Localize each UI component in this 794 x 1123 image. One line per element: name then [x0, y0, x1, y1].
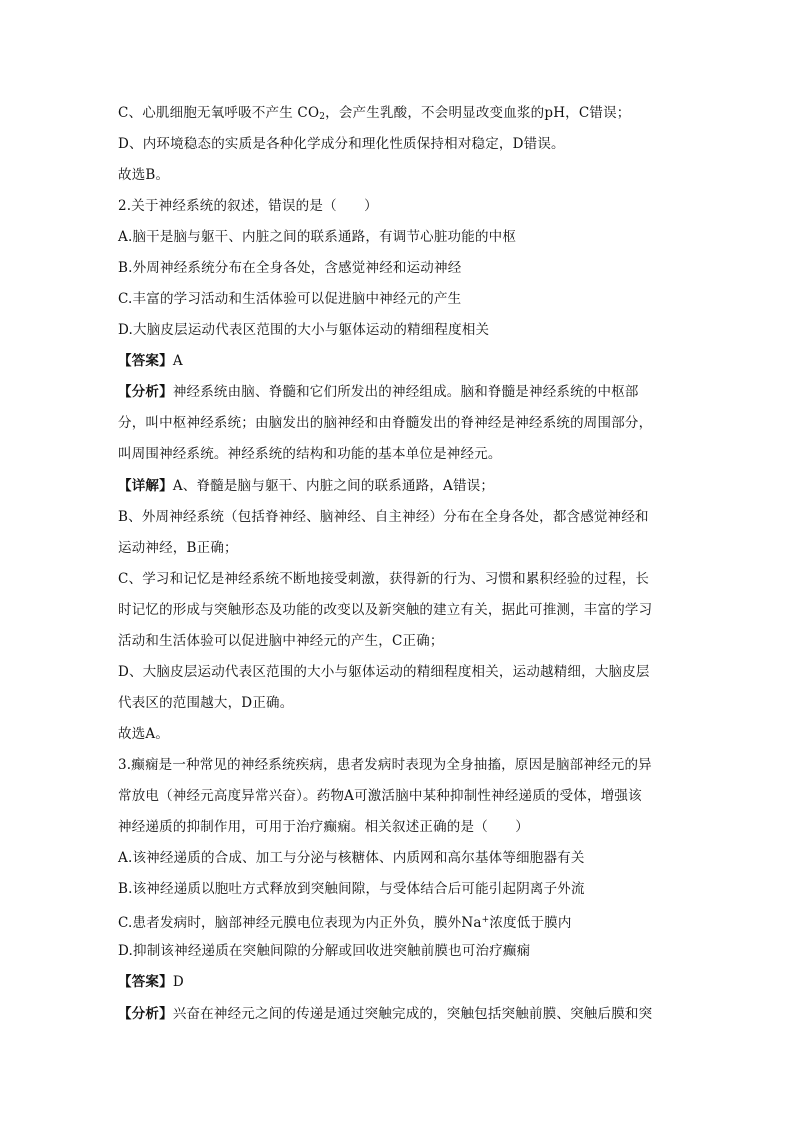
text-line: 常放电（神经元高度异常兴奋）。药物A可激活脑中某种抑制性神经递质的受体，增强该 — [118, 788, 642, 804]
text-line: D、内环境稳态的实质是各种化学成分和理化性质保持相对稳定，D错误。 — [118, 136, 565, 152]
text-line: D、大脑皮层运动代表区范围的大小与躯体运动的精细程度相关，运动越精细，大脑皮层 — [118, 664, 650, 680]
question-stem: 2.关于神经系统的叙述，错误的是（ ） — [118, 198, 378, 214]
option-c: C.丰富的学习活动和生活体验可以促进脑中神经元的产生 — [118, 291, 462, 307]
text-line: 故选B。 — [118, 167, 170, 183]
analysis-line: 【分析】兴奋在神经元之间的传递是通过突触完成的，突触包括突触前膜、突触后膜和突 — [118, 1006, 653, 1022]
option-b: B.外周神经系统分布在全身各处，含感觉神经和运动神经 — [118, 260, 462, 276]
text-line: 代表区的范围越大，D正确。 — [118, 695, 294, 711]
option-d: D.大脑皮层运动代表区范围的大小与躯体运动的精细程度相关 — [118, 322, 490, 338]
text-line: 故选A。 — [118, 726, 170, 742]
text-line: C、心肌细胞无氧呼吸不产生 $CO_2$，会产生乳酸，不会明显改变血浆的pH，C错误； — [118, 105, 631, 122]
option-d: D.抑制该神经递质在突触间隙的分解或回收进突触前膜也可治疗癫痫 — [118, 943, 531, 959]
detail-line: 【详解】A、脊髓是脑与躯干、内脏之间的联系通路，A错误； — [118, 478, 495, 494]
text-line: 运动神经，B正确； — [118, 540, 238, 556]
option-a: A.脑干是脑与躯干、内脏之间的联系通路，有调节心脏功能的中枢 — [118, 229, 517, 245]
answer-line: 【答案】A — [118, 353, 183, 369]
option-a: A.该神经递质的合成、加工与分泌与核糖体、内质网和高尔基体等细胞器有关 — [118, 850, 585, 866]
analysis-line: 【分析】神经系统由脑、脊髓和它们所发出的神经组成。脑和脊髓是神经系统的中枢部 — [118, 384, 639, 400]
text-line: B、外周神经系统（包括脊神经、脑神经、自主神经）分布在全身各处，都含感觉神经和 — [118, 509, 649, 525]
text-line: C、学习和记忆是神经系统不断地接受刺激，获得新的行为、习惯和累积经验的过程，长 — [118, 571, 650, 587]
text-line: 分，叫中枢神经系统；由脑发出的脑神经和由脊髓发出的脊神经是神经系统的周围部分， — [118, 415, 653, 431]
option-b: B.该神经递质以胞吐方式释放到突触间隙，与受体结合后可能引起阴离子外流 — [118, 881, 585, 897]
text-line: 神经递质的抑制作用，可用于治疗癫痫。相关叙述正确的是（ ） — [118, 819, 529, 835]
text-line: 时记忆的形成与突触形态及功能的改变以及新突触的建立有关，据此可推测，丰富的学习 — [118, 602, 653, 618]
text-line: 叫周围神经系统。神经系统的结构和功能的基本单位是神经元。 — [118, 446, 502, 462]
option-c: C.患者发病时，脑部神经元膜电位表现为内正外负，膜外Na+浓度低于膜内 — [118, 915, 572, 931]
question-stem: 3.癫痫是一种常见的神经系统疾病，患者发病时表现为全身抽搐，原因是脑部神经元的异 — [118, 757, 652, 773]
answer-line: 【答案】D — [118, 974, 184, 990]
text-line: 活动和生活体验可以促进脑中神经元的产生，C正确； — [118, 633, 444, 649]
